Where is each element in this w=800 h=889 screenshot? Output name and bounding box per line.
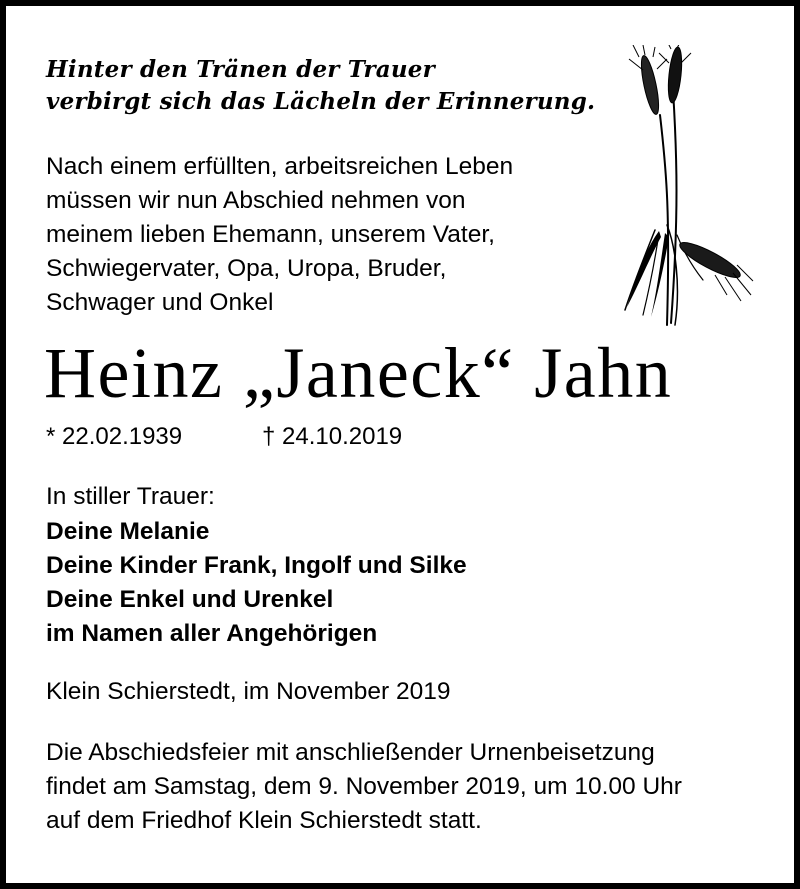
deceased-name: Heinz „Janeck“ Jahn [44, 333, 673, 413]
ceremony-line-3: auf dem Friedhof Klein Schierstedt statt. [46, 807, 482, 834]
wheat-icon [615, 45, 755, 330]
mourner-line-4: im Namen aller Angehörigen [46, 620, 378, 647]
quote-line-1: Hinter den Tränen der Trauer [46, 56, 435, 83]
intro-line-3: meinem lieben Ehemann, unserem Vater, [46, 221, 495, 248]
place-date: Klein Schierstedt, im November 2019 [46, 678, 451, 705]
mourners-intro: In stiller Trauer: [46, 483, 215, 510]
death-date: † 24.10.2019 [262, 423, 403, 450]
intro-line-2: müssen wir nun Abschied nehmen von [46, 187, 466, 214]
intro-line-4: Schwiegervater, Opa, Uropa, Bruder, [46, 255, 447, 282]
mourner-line-2: Deine Kinder Frank, Ingolf und Silke [46, 552, 467, 579]
mourner-line-3: Deine Enkel und Urenkel [46, 586, 334, 613]
quote-line-2: verbirgt sich das Lächeln der Erinnerung. [46, 88, 596, 115]
ceremony-line-2: findet am Samstag, dem 9. November 2019, um 10.00 Uhr [46, 773, 682, 800]
ceremony-line-1: Die Abschiedsfeier mit anschließender Urnenbeisetzung [46, 739, 655, 766]
intro-line-1: Nach einem erfüllten, arbeitsreichen Leben [46, 153, 514, 180]
intro-line-5: Schwager und Onkel [46, 289, 274, 316]
birth-date: * 22.02.1939 [46, 423, 183, 450]
mourner-line-1: Deine Melanie [46, 518, 210, 545]
